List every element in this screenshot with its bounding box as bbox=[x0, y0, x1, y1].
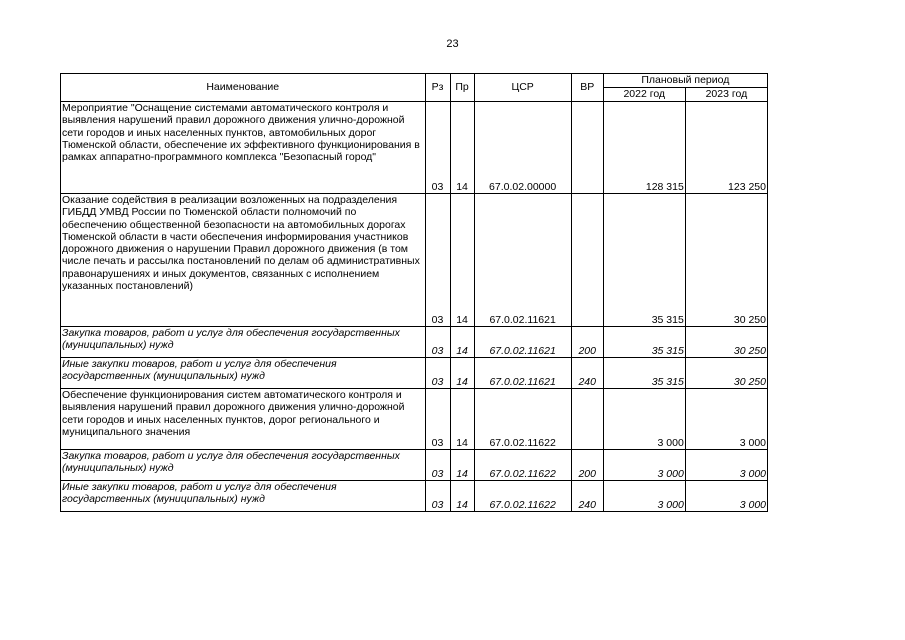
header-plan-period: Плановый период bbox=[603, 74, 767, 88]
row-2022-amount-cell: 35 315 bbox=[603, 358, 685, 389]
row-rz-cell: 03 bbox=[425, 358, 450, 389]
row-csr-cell: 67.0.02.11621 bbox=[474, 358, 571, 389]
row-2022-amount-cell: 3 000 bbox=[603, 389, 685, 450]
row-rz-cell: 03 bbox=[425, 194, 450, 327]
row-rz-cell: 03 bbox=[425, 450, 450, 481]
row-name-cell: Мероприятие "Оснащение системами автоматического контроля и выявления нарушений правил дорожного движения улично-дорожной сети городов и иных населенных пунктов, автомобильных дорог Тюменской области, обеспечение их эффективного функционирования в рамках аппаратно-программного комплекса "Безопасный город" bbox=[61, 102, 426, 194]
row-vr-cell: 240 bbox=[571, 358, 603, 389]
row-2022-amount-cell: 35 315 bbox=[603, 327, 685, 358]
row-csr-cell: 67.0.02.11622 bbox=[474, 450, 571, 481]
row-csr-cell: 67.0.02.11621 bbox=[474, 327, 571, 358]
row-pr-cell: 14 bbox=[450, 481, 474, 512]
row-2023-amount-cell: 3 000 bbox=[685, 481, 767, 512]
row-pr-cell: 14 bbox=[450, 327, 474, 358]
row-2023-amount-cell: 3 000 bbox=[685, 450, 767, 481]
row-name-cell: Иные закупки товаров, работ и услуг для обеспечения государственных (муниципальных) нужд bbox=[61, 358, 426, 389]
row-csr-cell: 67.0.02.11622 bbox=[474, 481, 571, 512]
row-vr-cell bbox=[571, 194, 603, 327]
row-2022-amount-cell: 3 000 bbox=[603, 450, 685, 481]
header-year-2022: 2022 год bbox=[603, 88, 685, 102]
header-name: Наименование bbox=[61, 74, 426, 102]
row-csr-cell: 67.0.02.00000 bbox=[474, 102, 571, 194]
row-2022-amount-cell: 35 315 bbox=[603, 194, 685, 327]
row-vr-cell: 200 bbox=[571, 450, 603, 481]
row-pr-cell: 14 bbox=[450, 194, 474, 327]
row-rz-cell: 03 bbox=[425, 102, 450, 194]
table-row bbox=[61, 481, 768, 512]
row-vr-cell bbox=[571, 102, 603, 194]
row-vr-cell: 240 bbox=[571, 481, 603, 512]
row-pr-cell: 14 bbox=[450, 389, 474, 450]
row-2023-amount-cell: 30 250 bbox=[685, 358, 767, 389]
row-vr-cell bbox=[571, 389, 603, 450]
header-year-2023: 2023 год bbox=[685, 88, 767, 102]
row-2023-amount-cell: 3 000 bbox=[685, 389, 767, 450]
row-2022-amount-cell: 3 000 bbox=[603, 481, 685, 512]
row-pr-cell: 14 bbox=[450, 358, 474, 389]
row-csr-cell: 67.0.02.11621 bbox=[474, 194, 571, 327]
row-name-cell: Закупка товаров, работ и услуг для обеспечения государственных (муниципальных) нужд bbox=[61, 327, 426, 358]
row-pr-cell: 14 bbox=[450, 102, 474, 194]
row-rz-cell: 03 bbox=[425, 327, 450, 358]
row-rz-cell: 03 bbox=[425, 389, 450, 450]
table-row bbox=[61, 450, 768, 481]
row-name-cell: Закупка товаров, работ и услуг для обеспечения государственных (муниципальных) нужд bbox=[61, 450, 426, 481]
budget-table bbox=[60, 73, 768, 512]
header-csr: ЦСР bbox=[474, 74, 571, 102]
table-body bbox=[61, 102, 768, 512]
row-2023-amount-cell: 123 250 bbox=[685, 102, 767, 194]
row-2022-amount-cell: 128 315 bbox=[603, 102, 685, 194]
header-pr: Пр bbox=[450, 74, 474, 102]
header-vr: ВР bbox=[571, 74, 603, 102]
row-pr-cell: 14 bbox=[450, 450, 474, 481]
row-2023-amount-cell: 30 250 bbox=[685, 327, 767, 358]
table-row bbox=[61, 358, 768, 389]
table-row bbox=[61, 102, 768, 194]
page-number: 23 bbox=[446, 38, 459, 50]
row-name-cell: Обеспечение функционирования систем автоматического контроля и выявления нарушений правил дорожного движения улично-дорожной сети городов и иных населенных пунктов, дорог регионального и муниципального значения bbox=[61, 389, 426, 450]
table-row bbox=[61, 194, 768, 327]
row-vr-cell: 200 bbox=[571, 327, 603, 358]
table-row bbox=[61, 327, 768, 358]
table-row bbox=[61, 389, 768, 450]
row-name-cell: Оказание содействия в реализации возложенных на подразделения ГИБДД УМВД России по Тюменской области полномочий по обеспечению общественной безопасности на автомобильных дорогах Тюменской области в части обеспечения информирования участников дорожного движения о нарушении Правил дорожного движения (в том числе печать и рассылка постановлений по делам об административных правонарушениях и иных документов, связанных с исполнением указанных постановлений) bbox=[61, 194, 426, 327]
row-2023-amount-cell: 30 250 bbox=[685, 194, 767, 327]
row-name-cell: Иные закупки товаров, работ и услуг для обеспечения государственных (муниципальных) нужд bbox=[61, 481, 426, 512]
header-rz: Рз bbox=[425, 74, 450, 102]
row-csr-cell: 67.0.02.11622 bbox=[474, 389, 571, 450]
row-rz-cell: 03 bbox=[425, 481, 450, 512]
